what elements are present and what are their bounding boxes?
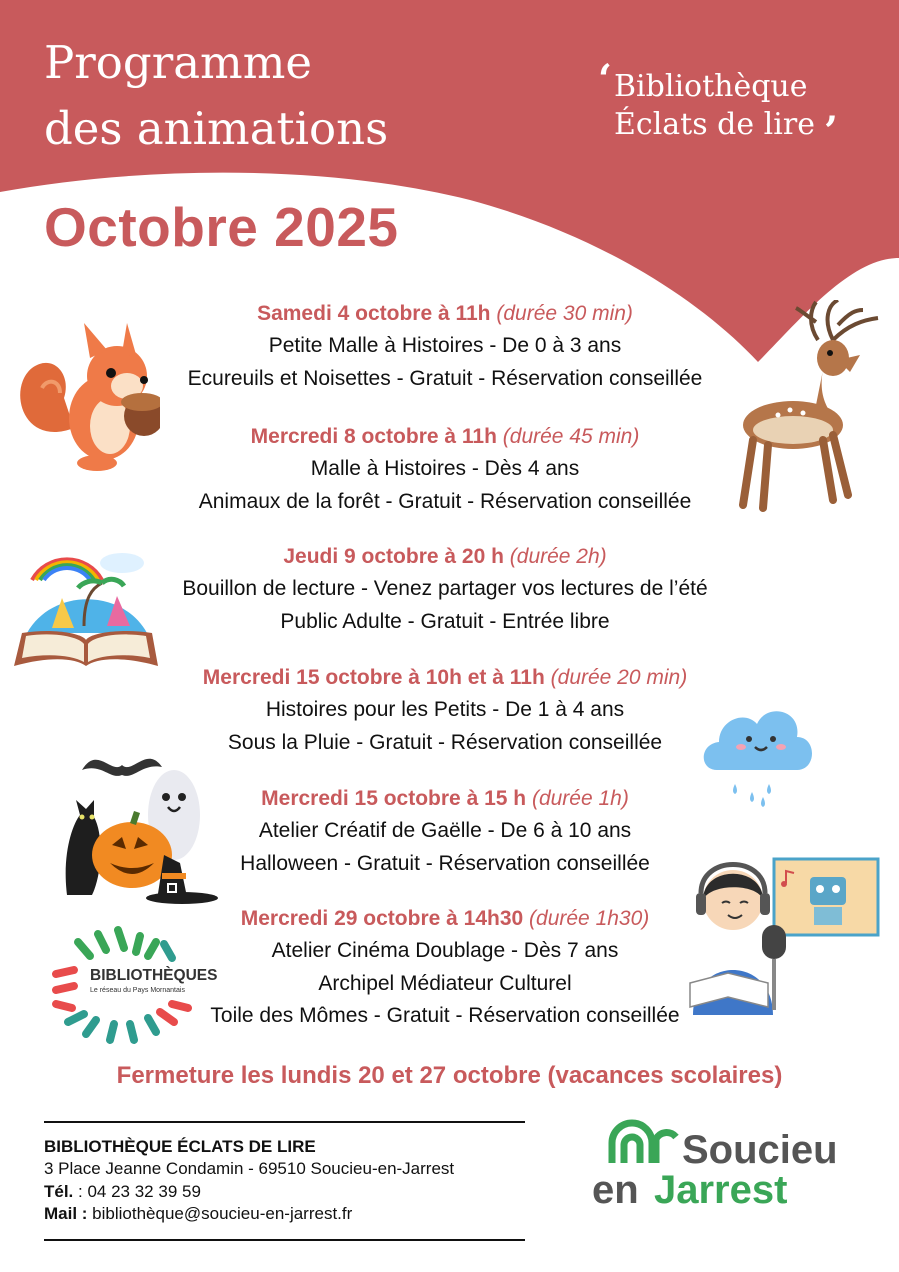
event-detail: Toile des Mômes - Gratuit - Réservation conseillée (210, 1004, 680, 1027)
event-detail: Public Adulte - Gratuit - Entrée libre (280, 609, 610, 633)
page-title-line1: Programme (44, 36, 313, 89)
event-detail: Atelier Cinéma Doublage - Dès 7 ans (271, 939, 619, 962)
event-duration: (durée 20 min) (550, 666, 688, 689)
event-date: Mercredi 15 octobre à 15 h (261, 787, 527, 810)
event-detail: Sous la Pluie - Gratuit - Réservation conseillée (227, 730, 663, 754)
squirrel-icon (12, 318, 160, 473)
event-detail: Ecureuils et Noisettes - Gratuit - Réservation conseillée (187, 366, 703, 390)
event-date: Mercredi 29 octobre à 14h30 (240, 907, 524, 930)
page-title-line2: des animations (44, 102, 389, 155)
brand-name-line1: Bibliothèque (614, 69, 808, 104)
event-detail: Atelier Créatif de Gaëlle - De 6 à 10 ans (258, 819, 632, 842)
event-duration: (durée 45 min) (502, 425, 640, 448)
deer-icon (738, 300, 880, 518)
event-detail: Halloween - Gratuit - Réservation conseillée (240, 851, 650, 875)
footer-library-name: BIBLIOTHÈQUE ÉCLATS DE LIRE (44, 1137, 316, 1156)
event-3 (120, 541, 770, 638)
rain-cloud-icon (697, 692, 817, 812)
footer-mail (44, 1203, 352, 1225)
footer-divider-top (44, 1121, 525, 1123)
footer-phone-label: Tél. (44, 1182, 74, 1201)
network-logo-icon (48, 922, 228, 1052)
footer-address: 3 Place Jeanne Condamin - 69510 Soucieu-en-Jarrest (44, 1159, 455, 1178)
brand-open-quote-icon: ‘ (598, 56, 612, 103)
event-date: Mercredi 8 octobre à 11h (250, 425, 497, 448)
brand-close-quote-icon: ’ (824, 108, 838, 155)
event-date: Jeudi 9 octobre à 20 h (283, 545, 504, 568)
event-detail: Malle à Histoires - Dès 4 ans (310, 457, 580, 480)
event-heading (120, 421, 770, 453)
event-heading (120, 662, 770, 694)
event-detail: Bouillon de lecture - Venez partager vos lectures de l’été (182, 577, 708, 600)
event-2 (120, 421, 770, 518)
closure-notice: Fermeture les lundis 20 et 27 octobre (vacances scolaires) (116, 1062, 783, 1089)
network-logo-subtitle: Le réseau du Pays Mornantais (90, 987, 185, 994)
event-detail: Animaux de la forêt - Gratuit - Réservation conseillée (198, 489, 692, 513)
footer-divider-bottom (44, 1239, 525, 1241)
event-duration: (durée 30 min) (496, 302, 633, 325)
footer-phone (44, 1181, 201, 1203)
brand-name-line2: Éclats de lire (614, 107, 815, 142)
event-date: Samedi 4 octobre à 11h (257, 302, 491, 325)
town-logo-en: en (592, 1168, 639, 1212)
event-detail: Histoires pour les Petits - De 1 à 4 ans (265, 698, 625, 721)
event-date: Mercredi 15 octobre à 10h et à 11h (202, 666, 545, 689)
event-1 (120, 298, 770, 395)
footer-phone-value: : 04 23 32 39 59 (73, 1182, 201, 1201)
event-duration: (durée 1h30) (529, 907, 650, 930)
town-logo-line1: Soucieu (682, 1128, 838, 1172)
event-detail: Archipel Médiateur Culturel (318, 971, 572, 995)
town-logo-jarrest: Jarrest (654, 1168, 788, 1212)
event-duration: (durée 1h) (531, 787, 629, 810)
month-heading: Octobre 2025 (44, 196, 399, 258)
event-heading (120, 541, 770, 573)
storybook-icon (12, 538, 160, 668)
event-duration: (durée 2h) (509, 545, 607, 568)
event-detail: Petite Malle à Histoires - De 0 à 3 ans (268, 334, 622, 357)
dubbing-child-icon (688, 855, 880, 1015)
halloween-icon (62, 745, 218, 905)
footer-mail-label: Mail : (44, 1204, 88, 1223)
event-heading (120, 298, 770, 330)
network-logo-title: BIBLIOTHÈQUES (90, 967, 218, 984)
town-logo-icon (590, 1115, 860, 1220)
footer-mail-value: bibliothèque@soucieu-en-jarrest.fr (87, 1204, 353, 1223)
